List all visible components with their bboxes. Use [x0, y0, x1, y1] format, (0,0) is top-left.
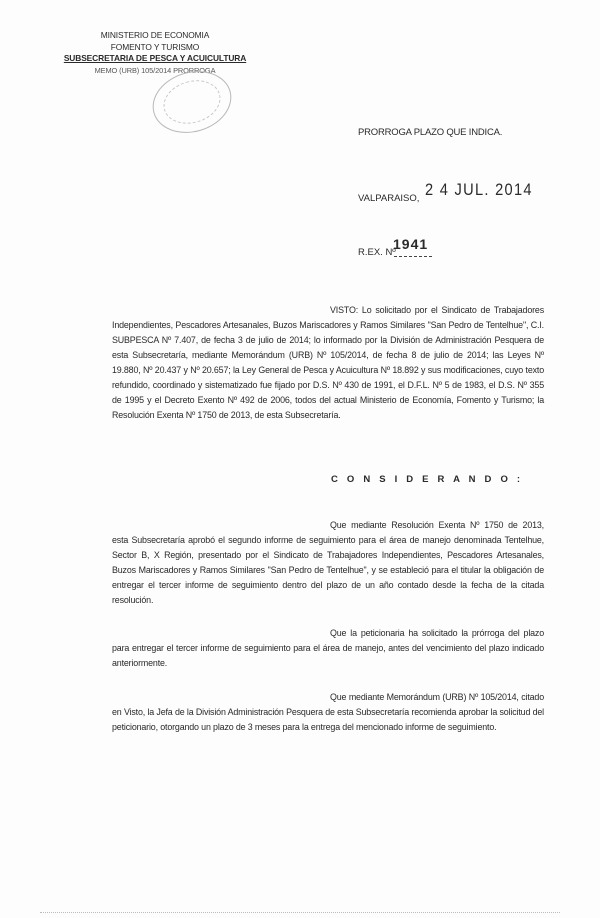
paragraph-considerando-2	[112, 626, 544, 671]
letterhead-memo: MEMO (URB) 105/2014 PRORROGA	[94, 65, 216, 75]
document-place: VALPARAISO,	[358, 193, 420, 204]
paragraph-considerando-3-text: Que mediante Memorándum (URB) Nº 105/2014, citado en Visto, la Jefa de la División Administración Pesquera de esta Subsecretaría recomienda aprobar la solicitud del peticionario, otorgando un plazo de 3 meses para la entrega del mencionado informe de seguimiento.	[112, 692, 544, 732]
document-date-stamp: 2 4 JUL. 2014	[425, 180, 533, 199]
paragraph-visto	[112, 303, 544, 423]
letterhead-branch: FOMENTO Y TURISMO	[110, 41, 200, 52]
document-reference: PRORROGA PLAZO QUE INDICA.	[358, 127, 503, 138]
page-bottom-rule	[40, 912, 560, 913]
letterhead	[40, 30, 270, 76]
paragraph-considerando-3	[112, 690, 544, 735]
resolution-underline	[394, 256, 432, 257]
letterhead-ministry: MINISTERIO DE ECONOMIA	[100, 30, 210, 40]
letterhead-subsecretary: SUBSECRETARIA DE PESCA Y ACUICULTURA	[63, 53, 247, 63]
paragraph-visto-text: VISTO: Lo solicitado por el Sindicato de Trabajadores Independientes, Pescadores Artesanales, Buzos Mariscadores y Ramos Similares "San Pedro de Tentelhue", C.I. SUBPESCA Nº 7.407, de fecha 3 de julio de 2014; lo informado por la División de Administración Pesquera de esta Subsecretaría, mediante Memorándum (URB) Nº 105/2014, de fecha 8 de julio de 2014; las Leyes Nº 19.880, Nº 20.437 y Nº 20.657; la Ley General de Pesca y Acuicultura Nº 18.892 y sus modificaciones, cuyo texto refundido, coordinado y sistematizado fue fijado por D.S. Nº 430 de 1991, el D.F.L. Nº 5 de 1983, el D.S. Nº 355 de 1995 y el Decreto Exento Nº 492 de 2006, todos del actual Ministerio de Economía, Fomento y Turismo; la Resolución Exenta Nº 1750 de 2013, de esta Subsecretaría.	[112, 305, 544, 420]
paragraph-considerando-1-text: Que mediante Resolución Exenta Nº 1750 de 2013, esta Subsecretaría aprobó el segundo informe de seguimiento para el área de manejo denominada Tentelhue, Sector B, X Región, presentado por el Sindicato de Trabajadores Independientes, Pescadores Artesanales, Buzos Mariscadores y Ramos Similares "San Pedro de Tentelhue", y se estableció para el titular la obligación de entregar el tercer informe de seguimiento dentro del plazo de un año contado desde la fecha de la citada resolución.	[112, 520, 544, 605]
considerando-heading: C O N S I D E R A N D O :	[331, 474, 524, 485]
resolution-label: R.EX. Nº	[358, 247, 396, 258]
paragraph-considerando-2-text: Que la peticionaria ha solicitado la prórroga del plazo para entregar el tercer informe de seguimiento para el área de manejo, antes del vencimiento del plazo indicado anteriormente.	[112, 628, 544, 668]
paragraph-considerando-1	[112, 518, 544, 608]
resolution-number: 1941	[393, 236, 429, 252]
